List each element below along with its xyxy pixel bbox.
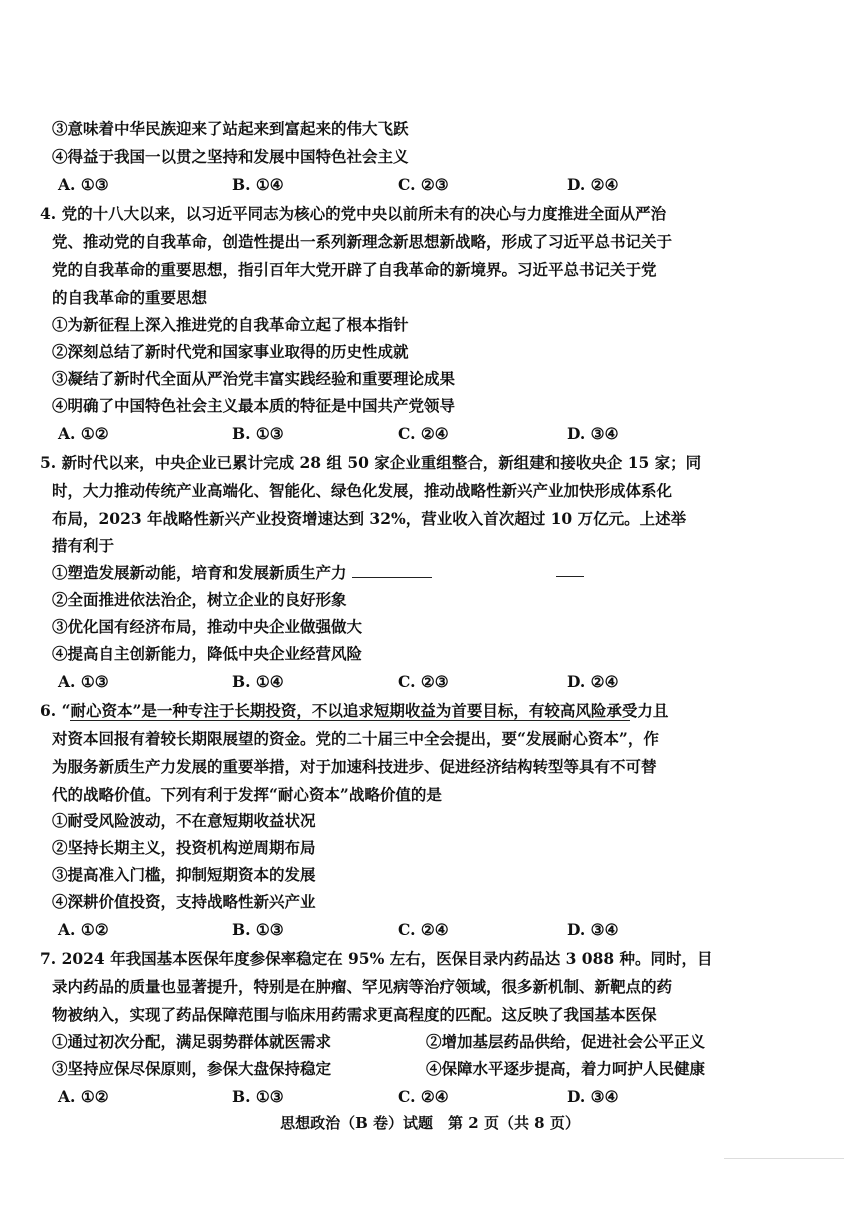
q6-option-c: C. ②④ xyxy=(398,920,449,939)
q4-stem-line: 党、推动党的自我革命，创造性提出一系列新理念新思想新战略，形成了习近平总书记关于 xyxy=(52,232,673,251)
q4-option-a: A. ①② xyxy=(58,424,109,443)
q6-item-4: ④深耕价值投资，支持战略性新兴产业 xyxy=(52,892,316,911)
q4-item-4: ④明确了中国特色社会主义最本质的特征是中国共产党领导 xyxy=(52,396,456,415)
q5-item-2: ②全面推进依法治企，树立企业的良好形象 xyxy=(52,590,347,609)
q6-item-3: ③提高准入门槛，抑制短期资本的发展 xyxy=(52,865,316,884)
q3-option-b: B. ①④ xyxy=(232,175,284,194)
scan-line-mark xyxy=(352,577,432,578)
q4-item-1: ①为新征程上深入推进党的自我革命立起了根本指针 xyxy=(52,315,409,334)
q7-item-4: ④保障水平逐步提高，着力呵护人民健康 xyxy=(426,1059,706,1078)
q6-option-d: D. ③④ xyxy=(567,920,619,939)
q5-option-b: B. ①④ xyxy=(232,672,284,691)
q7-option-a: A. ①② xyxy=(58,1087,109,1106)
scan-edge-mark xyxy=(724,1158,844,1159)
q6-stem-line: 代的战略价值。下列有利于发挥“耐心资本”战略价值的是 xyxy=(52,785,442,804)
q6-item-1: ①耐受风险波动，不在意短期收益状况 xyxy=(52,811,316,830)
scan-line-mark xyxy=(556,576,584,577)
q5-stem-line: 措有利于 xyxy=(52,536,115,555)
q3-option-d: D. ②④ xyxy=(567,175,619,194)
q6-item-2: ②坚持长期主义，投资机构逆周期布局 xyxy=(52,838,316,857)
q3-option-c: C. ②③ xyxy=(398,175,449,194)
q7-item-1: ①通过初次分配，满足弱势群体就医需求 xyxy=(52,1032,332,1051)
q3-item-4: ④得益于我国一以贯之坚持和发展中国特色社会主义 xyxy=(52,147,409,166)
q5-stem-line: 时，大力推动传统产业高端化、智能化、绿色化发展，推动战略性新兴产业加快形成体系化 xyxy=(52,481,673,500)
q4-item-3: ③凝结了新时代全面从严治党丰富实践经验和重要理论成果 xyxy=(52,369,456,388)
q5-item-3: ③优化国有经济布局，推动中央企业做强做大 xyxy=(52,617,363,636)
q5-option-d: D. ②④ xyxy=(567,672,619,691)
q6-option-b: B. ①③ xyxy=(232,920,284,939)
q7-stem-line: 物被纳入，实现了药品保障范围与临床用药需求更高程度的匹配。这反映了我国基本医保 xyxy=(52,1005,657,1024)
q7-item-2: ②增加基层药品供给，促进社会公平正义 xyxy=(426,1032,706,1051)
q5-stem-line: 布局，2023 年战略性新兴产业投资增速达到 32%，营业收入首次超过 10 万亿元。上述举 xyxy=(52,509,687,528)
q4-option-b: B. ①③ xyxy=(232,424,284,443)
q4-stem-line: 的自我革命的重要思想 xyxy=(52,288,208,307)
q7-option-b: B. ①③ xyxy=(232,1087,284,1106)
q5-item-1: ①塑造发展新动能，培育和发展新质生产力 xyxy=(52,563,347,582)
q4-option-d: D. ③④ xyxy=(567,424,619,443)
q5-option-a: A. ①③ xyxy=(58,672,109,691)
q7-stem-line: 录内药品的质量也显著提升，特别是在肿瘤、罕见病等治疗领域，很多新机制、新靶点的药 xyxy=(52,977,673,996)
q3-option-a: A. ①③ xyxy=(58,175,109,194)
q7-stem-line: 7. 2024 年我国基本医保年度参保率稳定在 95% 左右，医保目录内药品达 3 088 种。同时，目 xyxy=(40,949,713,968)
q4-stem-line: 党的自我革命的重要思想，指引百年大党开辟了自我革命的新境界。习近平总书记关于党 xyxy=(52,260,657,279)
page-footer: 思想政治（B 卷）试题 第 2 页（共 8 页） xyxy=(280,1114,580,1132)
scan-line-mark xyxy=(70,720,630,721)
q4-item-2: ②深刻总结了新时代党和国家事业取得的历史性成就 xyxy=(52,342,409,361)
q5-option-c: C. ②③ xyxy=(398,672,449,691)
q5-item-4: ④提高自主创新能力，降低中央企业经营风险 xyxy=(52,644,363,663)
q6-stem-line: 6. “耐心资本”是一种专注于长期投资，不以追求短期收益为首要目标，有较高风险承受力且 xyxy=(40,701,669,720)
q6-stem-line: 为服务新质生产力发展的重要举措，对于加速科技进步、促进经济结构转型等具有不可替 xyxy=(52,757,657,776)
q4-stem-line: 4. 党的十八大以来，以习近平同志为核心的党中央以前所未有的决心与力度推进全面从严治 xyxy=(40,204,667,223)
q3-item-3: ③意味着中华民族迎来了站起来到富起来的伟大飞跃 xyxy=(52,119,409,138)
q7-option-c: C. ②④ xyxy=(398,1087,449,1106)
q7-item-3: ③坚持应保尽保原则，参保大盘保持稳定 xyxy=(52,1059,332,1078)
q6-stem-line: 对资本回报有着较长期限展望的资金。党的二十届三中全会提出，要“发展耐心资本”，作 xyxy=(52,729,659,748)
q5-stem-line: 5. 新时代以来，中央企业已累计完成 28 组 50 家企业重组整合，新组建和接收央企 15 家；同 xyxy=(40,453,702,472)
q4-option-c: C. ②④ xyxy=(398,424,449,443)
q7-option-d: D. ③④ xyxy=(567,1087,619,1106)
q6-option-a: A. ①② xyxy=(58,920,109,939)
